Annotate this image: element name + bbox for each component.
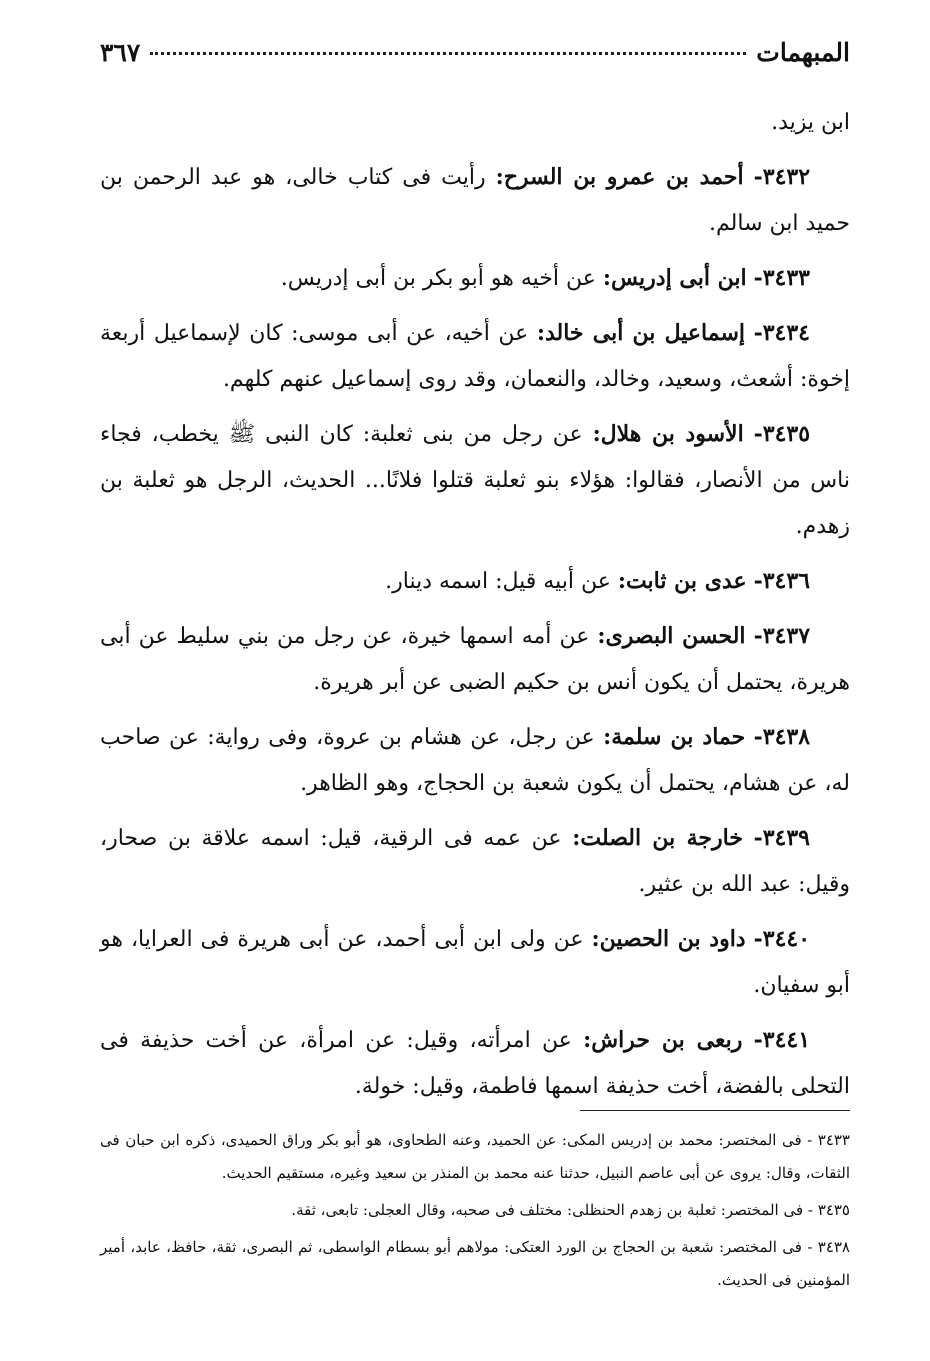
entry-3433 [100, 255, 850, 302]
entry-number: ٣٤٣٦- [753, 568, 810, 594]
entry-number: ٣٤٤٠- [753, 926, 811, 952]
entry-3436 [100, 558, 850, 605]
entry-name: حماد بن سلمة: [603, 724, 746, 750]
entry-name: خارجة بن الصلت: [572, 825, 743, 851]
page-number: ٣٦٧ [100, 38, 141, 67]
entry-3434 [100, 310, 850, 403]
entry-3432 [100, 154, 850, 247]
entry-text: عن أخيه، عن أبى موسى: كان لإسماعيل أربعة إخوة: أشعث، وسعيد، وخالد، والنعمان، وقد روى إسماعيل عنهم كلهم. [100, 321, 850, 392]
entry-text: عن امرأته، وقيل: عن امرأة، عن أخت حذيفة فى التحلى بالفضة، أخت حذيفة اسمها فاطمة، وقيل: خولة. [100, 1028, 850, 1099]
entry-text: رأيت فى كتاب خالى، هو عبد الرحمن بن حميد ابن سالم. [100, 165, 850, 236]
entry-text: عن رجل، عن هشام بن عروة، وفى رواية: عن صاحب له، عن هشام، يحتمل أن يكون شعبة بن الحجاج، وهو الظاهر. [100, 725, 850, 796]
entry-text: عن رجل من بنى ثعلبة: كان النبى ﷺ يخطب، فجاء ناس من الأنصار، فقالوا: هؤلاء بنو ثعلبة قتلوا فلانًا... الحديث، الرجل هو ثعلبة بن زهدم. [100, 422, 850, 539]
header-leader-dots [150, 52, 746, 55]
entry-number: ٣٤٤١- [753, 1027, 811, 1053]
entry-continuation [100, 100, 850, 146]
entry-name: الأسود بن هلال: [592, 421, 744, 447]
entry-3441 [100, 1017, 850, 1110]
entry-number: ٣٤٣٩- [753, 825, 810, 851]
entry-text: ابن يزيد. [771, 110, 850, 135]
footnote-divider [580, 1110, 850, 1111]
entry-name: إسماعيل بن أبى خالد: [536, 320, 746, 346]
footnote-3435: ٣٤٣٥ - فى المختصر: ثعلبة بن زهدم الحنظلى: مختلف فى صحبه، وقال العجلى: تابعى، ثقة. [291, 1201, 850, 1219]
entry-number: ٣٤٣٣- [753, 265, 810, 291]
entry-number: ٣٤٣٥- [753, 421, 811, 447]
footnotes [100, 1124, 850, 1301]
entry-text: عن أمه اسمها خيرة، عن رجل من بني سليط عن أبى هريرة، يحتمل أن يكون أنس بن حكيم الضبى عن أبر هريرة. [100, 624, 850, 695]
entry-text: عن أبيه قيل: اسمه دينار. [385, 569, 611, 594]
entry-name: ابن أبى إدريس: [602, 265, 747, 291]
entry-3440 [100, 916, 850, 1009]
entry-name: ربعى بن حراش: [583, 1027, 743, 1053]
footnote-3433: ٣٤٣٣ - فى المختصر: محمد بن إدريس المكى: عن الحميد، وعنه الطحاوى، هو أبو بكر وراق الحميدى، ذكره ابن حبان فى الثقات، وقال: يروى عن أبى عاصم النبيل، حدثنا عنه محمد بن المنذر بن سعيد وغيره، مستقيم الحديث. [100, 1131, 850, 1182]
entry-text: عن أخيه هو أبو بكر بن أبى إدريس. [280, 266, 596, 291]
footnote-3438: ٣٤٣٨ - فى المختصر: شعبة بن الحجاج بن الورد العتكى: مولاهم أبو بسطام الواسطى، ثم البصرى، ثقة، حافظ، عابد، أمير المؤمنين فى الحديث. [100, 1238, 850, 1289]
entry-3435 [100, 411, 850, 550]
page-header [100, 38, 850, 78]
entry-name: أحمد بن عمرو بن السرح: [495, 164, 744, 190]
entry-name: داود بن الحصين: [591, 926, 746, 952]
entry-number: ٣٤٣٢- [753, 164, 811, 190]
entry-number: ٣٤٣٤- [753, 320, 810, 346]
entry-number: ٣٤٣٨- [753, 724, 811, 750]
chapter-title: المبهمات [756, 38, 850, 67]
entry-name: الحسن البصرى: [597, 623, 746, 649]
entry-3439 [100, 815, 850, 908]
entry-text: عن ولى ابن أبى أحمد، عن أبى هريرة فى العرايا، هو أبو سفيان. [100, 927, 850, 998]
entry-text: عن عمه فى الرقية، قيل: اسمه علاقة بن صحار، وقيل: عبد الله بن عثير. [100, 826, 850, 897]
main-text [100, 100, 850, 1118]
entry-3438 [100, 714, 850, 807]
entry-3437 [100, 613, 850, 706]
entry-number: ٣٤٣٧- [753, 623, 811, 649]
entry-name: عدى بن ثابت: [617, 568, 747, 594]
